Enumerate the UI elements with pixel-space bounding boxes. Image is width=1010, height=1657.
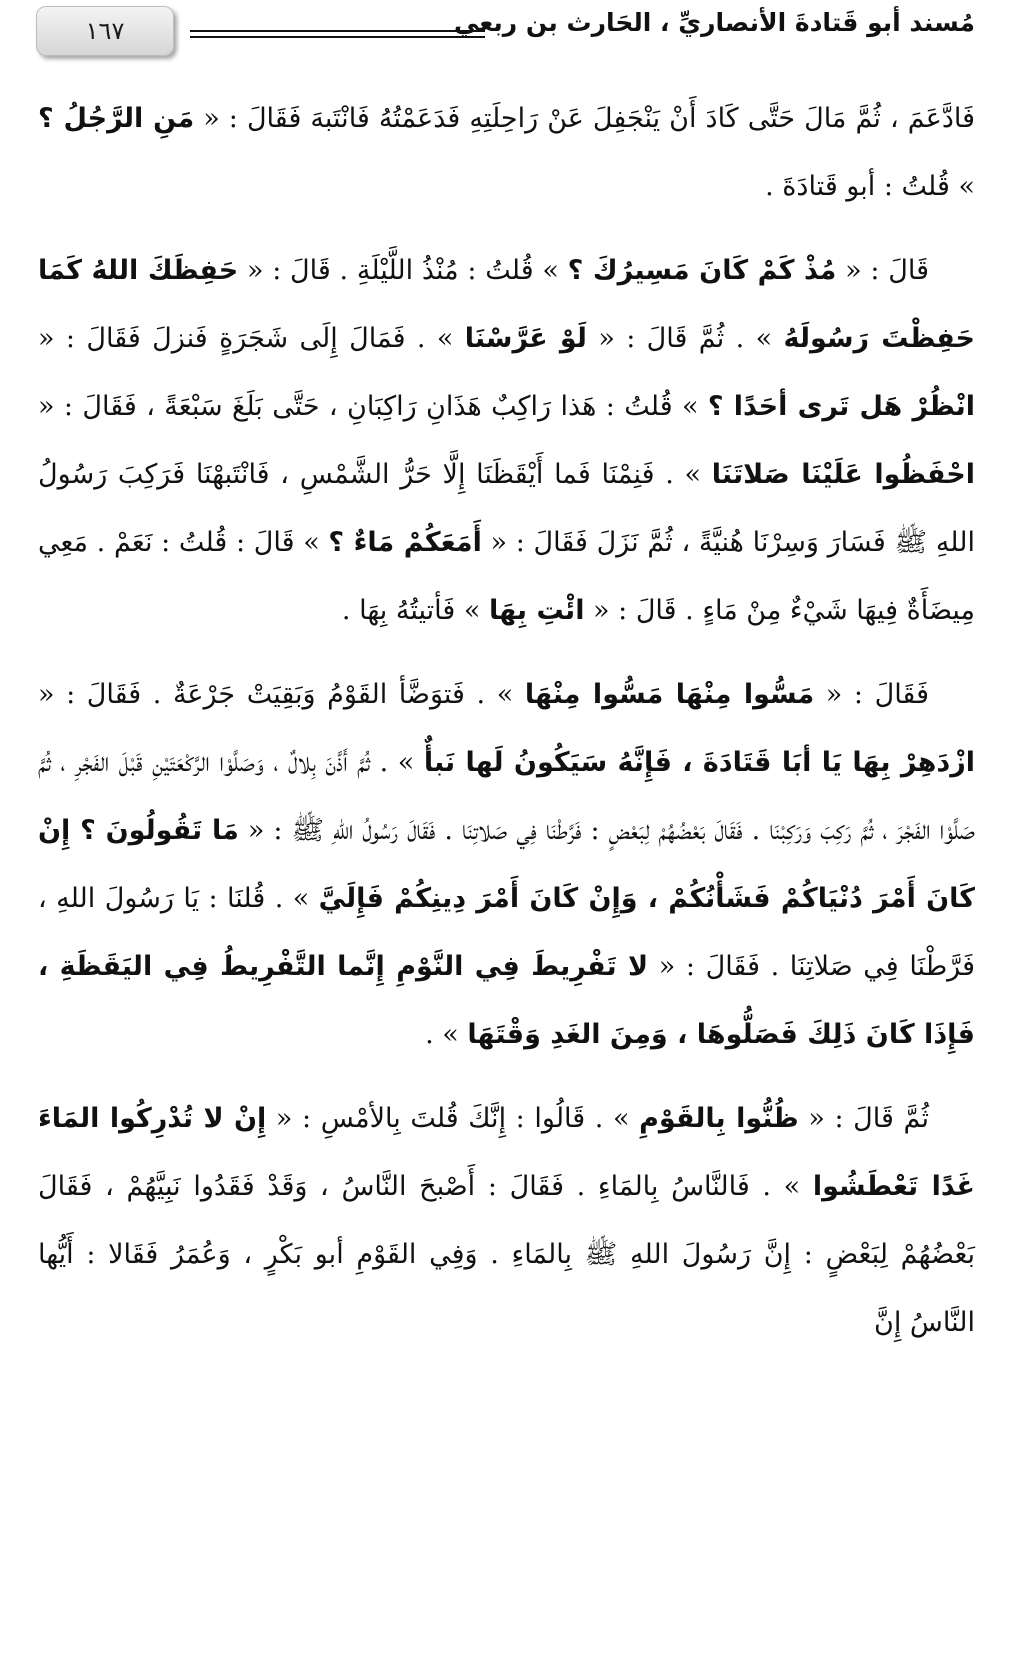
narration-text: » . فَتوَضَّأ القَوْمُ وَبَقِيَتْ جَرْعَةٌ . فَقَالَ : « <box>38 679 525 710</box>
hadith-quote: ازْدَهِرْ بِهَا يَا أبَا قَتَادَةَ ، فَإِنَّهُ سَيَكُونُ لَها نَبأٌ <box>423 747 975 778</box>
hadith-quote: ائْتِ بِهَا <box>488 595 585 626</box>
narration-text: » فَأتيتُهُ بِهَا . <box>341 595 489 626</box>
hadith-quote: انْظُرْ هَل تَرى أحَدًا ؟ <box>707 391 975 422</box>
hadith-quote: مَنِ الرَّجُلُ ؟ <box>38 103 195 134</box>
paragraph <box>38 1085 975 1357</box>
hadith-quote: احْفَظُوا عَلَيْنَا صَلاتَنَا <box>711 459 975 490</box>
page-number: ١٦٧ <box>85 17 125 45</box>
hadith-quote: ظُنُّوا بِالقَوْمِ <box>639 1103 799 1134</box>
narration-text: فَادَّعَمَ ، ثُمَّ مَالَ حَتَّى كَادَ أَنْ يَنْجَفِلَ عَنْ رَاحِلَتِهِ فَدَعَمْتُهُ فَانْتَبهَ فَقَالَ : « <box>194 103 975 134</box>
narration-text: » قَالَ : قُلتُ : نَعَمْ . مَعِي مِيضَأَةٌ فِيهَا شَيْءٌ مِنْ مَاءٍ . قَالَ : « <box>38 527 975 626</box>
narration-text: قَالَ : « <box>836 255 929 286</box>
paragraph <box>38 85 975 221</box>
hadith-quote: حَفِظَكَ اللهُ كَمَا حَفِظْتَ رَسُولَهُ <box>38 255 976 354</box>
narration-text: » قُلتُ : أبو قَتادَةَ . <box>765 171 975 202</box>
body-text <box>38 85 975 1373</box>
narration-text: » . فَالنَّاسُ بِالمَاءِ . فَقَالَ : أَصْبحَ النَّاسُ ، وَقَدْ فَقَدُوا نَبِيَّهُمْ ، فَقَالَ بَعْضُهُمْ لِبَعْضٍ : إِنَّ رَسُولَ اللهِ ﷺ بِالمَاءِ . وَفِي القَوْمِ أبو بَكْرٍ ، وَعُمَرُ فَقَالا : أَيُّها النَّاسُ إِنَّ <box>38 1171 975 1338</box>
paragraph <box>38 661 975 1069</box>
narration-text: » قُلتُ : مُنْذُ اللَّيْلَةِ . قَالَ : « <box>238 255 568 286</box>
paragraph <box>38 237 975 645</box>
narration-text: » قُلتُ : هَذا رَاكِبٌ هَذَانِ رَاكِبَانِ ، حَتَّى بَلَغَ سَبْعَةً ، فَقَالَ : « <box>38 391 708 422</box>
narration-text: فَقَالَ : « <box>814 679 929 710</box>
narration-text: » . فَمَالَ إِلَى شَجَرَةٍ فَنزلَ فَقَالَ : « <box>38 323 465 354</box>
hadith-quote: مَسُّوا مِنْهَا مَسُّوا مِنْهَا <box>524 679 815 710</box>
hadith-quote: أَمَعَكُمْ مَاءٌ ؟ <box>328 527 482 558</box>
hadith-quote: مَا تَقُولُونَ ؟ إِنْ كَانَ أَمْرَ دُنْيَاكُمْ فَشَأْنُكُمْ ، وَإِنْ كَانَ أَمْرَ دِينِكُمْ فَإِلَيَّ <box>38 815 975 914</box>
hadith-quote: مُذْ كَمْ كَانَ مَسِيرُكَ ؟ <box>567 255 837 286</box>
running-title: مُسند أبو قَتادةَ الأنصاريِّ ، الحَارث بن ربعي <box>453 8 975 37</box>
page-header <box>0 0 1010 80</box>
header-rule-bottom <box>190 36 485 38</box>
header-rule-top <box>190 30 485 32</box>
narration-text: » . فَنِمْنَا فَما أَيْقَظَنَا إِلَّا حَرُّ الشَّمْسِ ، فَانْتَبهْنَا فَرَكِبَ رَسُولُ اللهِ ﷺ فَسَارَ وَسِرْنَا هُنيَّةً ، ثُمَّ نَزَلَ فَقَالَ : « <box>38 459 975 558</box>
narration-text: » . قُلنَا : يَا رَسُولَ اللهِ ، فَرَّطْنَا فِي صَلاتِنَا . فَقَالَ : « <box>38 883 975 982</box>
page-number-box <box>36 6 174 56</box>
hadith-quote: لَوْ عَرَّسْنَا <box>464 323 587 354</box>
narration-text: » . ثُمَّ قَالَ : « <box>586 323 784 354</box>
narration-text: » . <box>425 1019 468 1050</box>
narration-text: » . قَالُوا : إِنَّكَ قُلتَ بِالأمْسِ : « <box>266 1103 640 1134</box>
hadith-quote: إِنْ لا تُدْرِكُوا المَاءَ غَدًا تَعْطَشُوا <box>38 1103 975 1202</box>
narration-text: ثُمَّ قَالَ : « <box>798 1103 930 1134</box>
hadith-quote: لا تَفْرِيطَ فِي النَّوْمِ إِنَّما التَّفْرِيطُ فِي اليَقَظَةِ ، فَإِذَا كَانَ ذَلِكَ فَصَلُّوهَا ، وَمِنَ الغَدِ وَقْتَهَا <box>38 951 975 1050</box>
narration-text: » . ثُمَّ أَذَّنَ بِلالٌ ، وَصَلَّوْا الرَّكْعَتَيْنِ قَبْلَ الفَجْرِ ، ثُمَّ صَلَّوْا الفَجْرَ ، ثُمَّ رَكِبَ وَرَكِبْنَا . فَقَالَ بَعْضُهُمْ لِبَعْضٍ : فَرَّطْنَا فِي صَلاتِنَا . فَقَالَ رَسُولُ اللهِ ﷺ : « <box>38 747 975 846</box>
